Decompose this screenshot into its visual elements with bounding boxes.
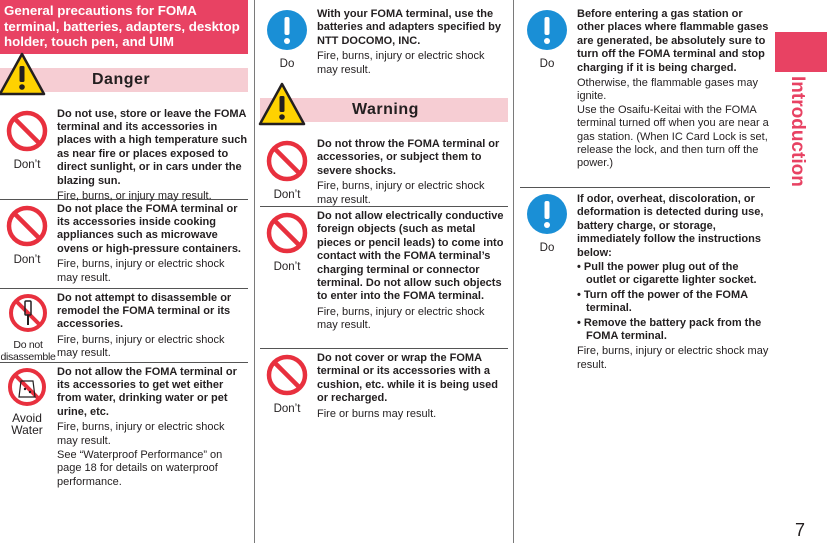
list-item — [520, 0, 770, 188]
warning-header — [260, 98, 508, 122]
item-text: Fire, burns, injury or electric shock may result. — [57, 421, 225, 447]
item-note: See “Waterproof Performance” on page 18 for details on waterproof performance. — [57, 448, 223, 488]
do-not-disassemble-icon-block — [0, 293, 57, 363]
column-divider-1 — [254, 0, 255, 543]
dont-icon-block — [260, 139, 314, 201]
do-icon-block — [520, 192, 574, 254]
item-heading: Do not throw the FOMA terminal or accessories, or subject them to severe shocks. — [317, 138, 500, 177]
prohibited-icon — [265, 211, 309, 255]
item-text: Fire, burns, injury or electric shock may result. — [57, 333, 225, 360]
icon-label: Don’t — [273, 261, 301, 273]
item-heading: Do not cover or wrap the FOMA terminal or its accessories with a cushion, etc. while it is being used or recharged. — [317, 352, 498, 405]
prohibited-icon — [265, 353, 309, 397]
item-text: Fire, burns, injury or electric shock may result. — [577, 345, 769, 371]
item-text: Fire, burns, injury or electric shock may result. — [317, 50, 485, 76]
instruction-bullet: • Remove the battery pack from the FOMA terminal. — [577, 316, 762, 343]
avoid-water-icon — [5, 367, 49, 407]
instruction-bullet: • Turn off the power of the FOMA terminal. — [577, 288, 748, 315]
mandatory-do-icon — [525, 8, 569, 52]
side-tab-label — [778, 76, 818, 196]
prohibited-icon — [5, 204, 49, 248]
introduction-text: Introduction — [787, 76, 808, 187]
item-heading: Do not allow electrically conductive foreign objects (such as metal pieces or pencil leads) to come into contact with the FOMA terminal’s charging terminal or connector terminal. Do not allow such objects to enter into the FOMA terminal. — [317, 210, 504, 303]
item-heading: Do not use, store or leave the FOMA terminal and its accessories in places with a high temperature such as near fire or places exposed to direct sunlight, or in cars under the blazing sun. — [57, 107, 248, 187]
list-item — [0, 363, 248, 494]
item-note: Use the Osaifu-Keitai with the FOMA terminal turned off when you are near a gas station. (When IC Card Lock is set, release the lock, and then turn off the power.) — [577, 103, 769, 170]
item-heading: If odor, overheat, discoloration, or deformation is detected during use, battery charge, or storage, immediately follow the instructions below: — [577, 193, 764, 259]
dont-icon-block — [0, 204, 54, 266]
do-icon-block — [520, 8, 574, 70]
dont-icon-block — [0, 109, 54, 171]
column-3 — [520, 0, 770, 376]
warning-label: Warning — [352, 101, 419, 118]
item-heading: Before entering a gas station or other places where flammable gases are generated, be absolutely sure to turn off the FOMA terminal and stop charging if it is being charged. — [577, 8, 769, 74]
column-2 — [260, 0, 508, 425]
list-item — [260, 349, 508, 425]
warning-triangle-icon — [258, 82, 306, 126]
icon-label: Do not disassemble — [0, 338, 56, 363]
section-tab-marker — [775, 32, 827, 72]
prohibited-icon — [5, 109, 49, 153]
instruction-bullet: • Pull the power plug out of the outlet or cigarette lighter socket. — [577, 261, 757, 287]
mandatory-do-icon — [265, 8, 309, 52]
list-item — [260, 135, 508, 207]
list-item — [520, 188, 770, 376]
page-number: 7 — [795, 520, 806, 540]
avoid-water-icon-block — [0, 367, 54, 436]
item-text: Otherwise, the flammable gases may ignite. — [577, 77, 758, 103]
dont-icon-block — [260, 353, 314, 415]
icon-label: Don’t — [273, 403, 301, 415]
do-icon-block — [260, 8, 314, 70]
danger-label: Danger — [92, 70, 151, 88]
icon-label: Do — [279, 58, 295, 70]
icon-label: Don’t — [273, 189, 301, 201]
item-text: Fire or burns may result. — [317, 407, 437, 420]
warning-triangle-icon — [0, 52, 46, 96]
dont-icon-block — [260, 211, 314, 273]
danger-header — [0, 68, 248, 92]
list-item — [0, 105, 248, 200]
page-title: General precautions for FOMA terminal, batteries, adapters, desktop holder, touch pen, and UIM — [0, 0, 248, 54]
do-not-disassemble-icon — [8, 293, 48, 333]
list-item — [260, 0, 508, 82]
item-heading: Do not allow the FOMA terminal or its accessories to get wet either from water, drinking water or pet urine, etc. — [57, 365, 237, 418]
mandatory-do-icon — [525, 192, 569, 236]
item-text: Fire, burns, injury or electric shock may result. — [317, 180, 485, 206]
icon-label: Don’t — [13, 158, 41, 171]
column-1 — [0, 0, 248, 493]
icon-label: Avoid Water — [11, 410, 43, 437]
list-item — [0, 289, 248, 363]
list-item — [0, 200, 248, 289]
item-heading: Do not attempt to disassemble or remodel the FOMA terminal or its accessories. — [57, 291, 232, 331]
icon-label: Don’t — [13, 253, 41, 266]
list-item — [260, 207, 508, 349]
prohibited-icon — [265, 139, 309, 183]
item-text: Fire, burns, injury or electric shock may result. — [317, 305, 485, 332]
item-heading: Do not place the FOMA terminal or its accessories inside cooking appliances such as microwave ovens or high-pressure containers. — [57, 202, 241, 255]
icon-label: Do — [539, 58, 555, 70]
column-divider-2 — [513, 0, 514, 543]
item-text: Fire, burns, or injury may result. — [57, 189, 212, 202]
item-text: Fire, burns, injury or electric shock may result. — [57, 258, 225, 284]
item-heading: With your FOMA terminal, use the batteries and adapters specified by NTT DOCOMO, INC. — [317, 8, 502, 47]
icon-label: Do — [539, 242, 555, 254]
